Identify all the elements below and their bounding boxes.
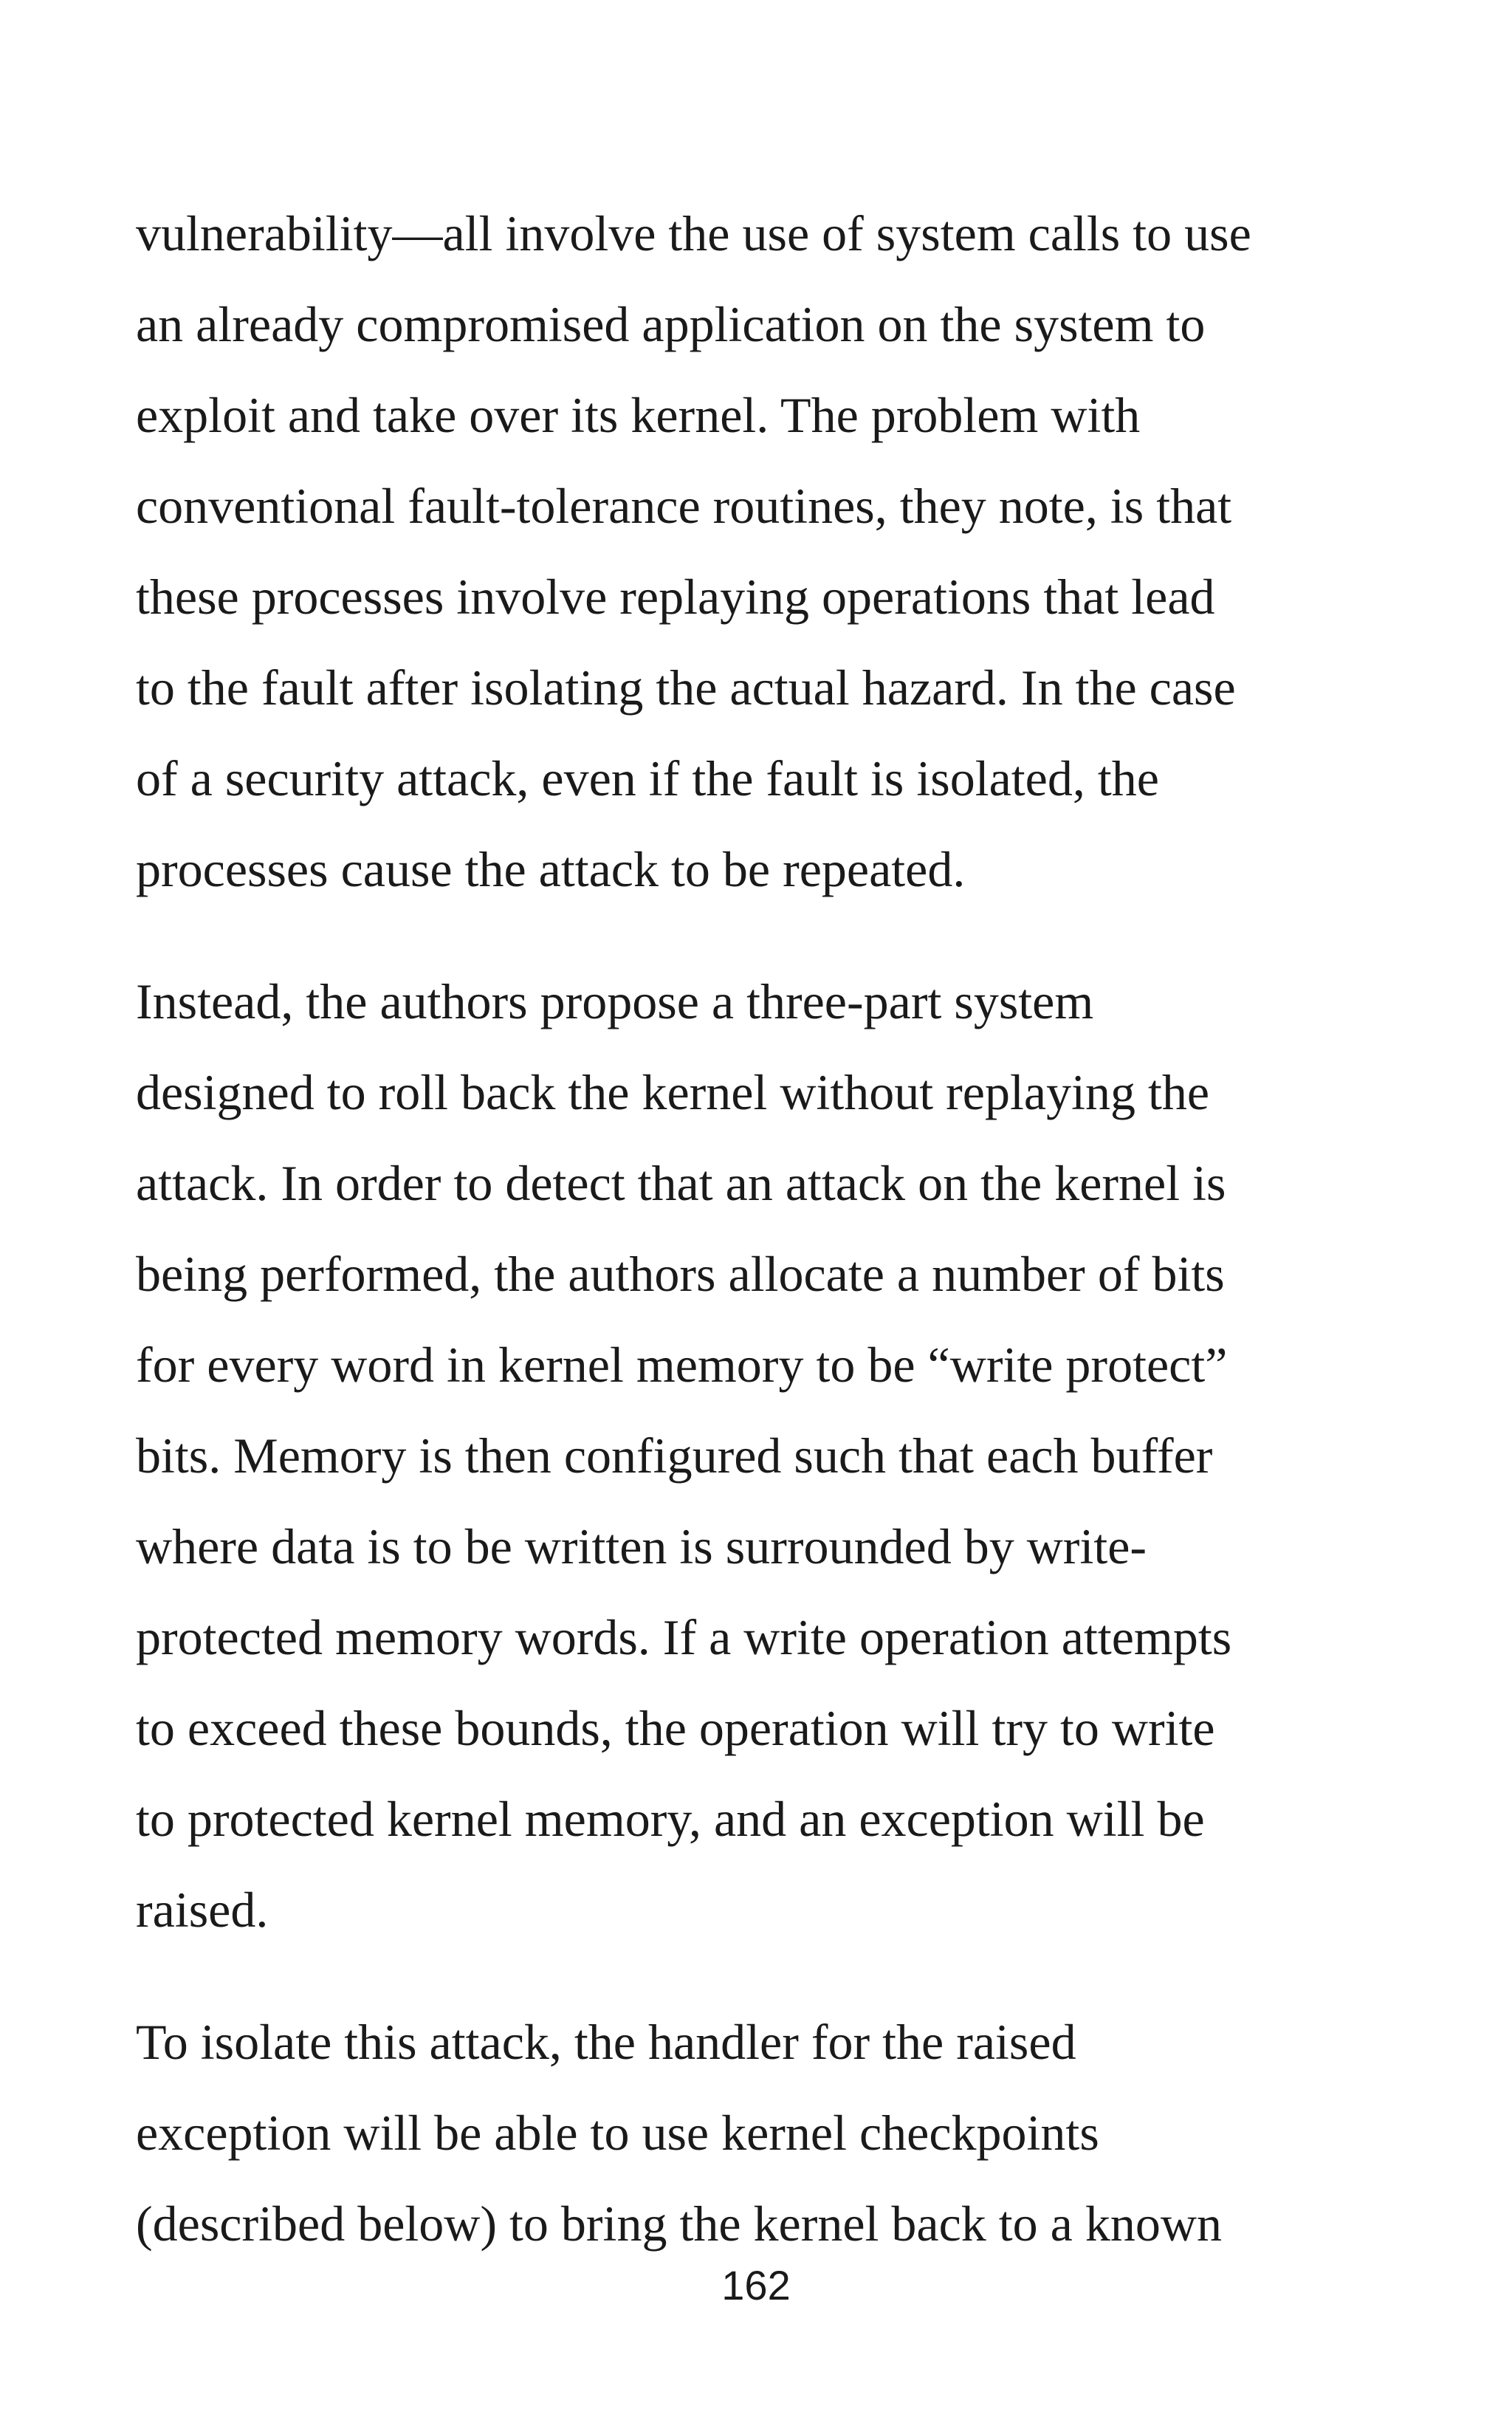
text-line: processes cause the attack to be repeated. [136, 841, 966, 897]
text-line: to the fault after isolating the actual hazard. In the case [136, 659, 1236, 716]
text-line: designed to roll back the kernel without replaying the [136, 1064, 1210, 1120]
text-line: protected memory words. If a write operation attempts [136, 1609, 1232, 1665]
text-line: bits. Memory is then configured such that each buffer [136, 1427, 1213, 1484]
text-line: (described below) to bring the kernel back to a known [136, 2196, 1222, 2252]
text-line: these processes involve replaying operations that lead [136, 569, 1215, 625]
text-line: attack. In order to detect that an attack on the kernel is [136, 1155, 1226, 1211]
text-line: to exceed these bounds, the operation will try to write [136, 1700, 1215, 1756]
paragraph-1 [136, 188, 1376, 915]
text-line: raised. [136, 1882, 269, 1938]
paragraph-3 [136, 1997, 1376, 2269]
text-line: Instead, the authors propose a three-part system [136, 973, 1094, 1029]
text-line: an already compromised application on the system to [136, 296, 1206, 352]
text-line: To isolate this attack, the handler for the raised [136, 2014, 1076, 2070]
text-line: vulnerability—all involve the use of system calls to use [136, 205, 1251, 261]
text-line: for every word in kernel memory to be “write protect” [136, 1337, 1228, 1393]
text-line: being performed, the authors allocate a number of bits [136, 1246, 1225, 1302]
text-line: exception will be able to use kernel checkpoints [136, 2105, 1099, 2161]
text-line: to protected kernel memory, and an exception will be [136, 1791, 1205, 1847]
paragraph-2 [136, 956, 1376, 1955]
page-number: 162 [721, 2262, 791, 2308]
text-line: of a security attack, even if the fault is isolated, the [136, 750, 1159, 806]
text-line: exploit and take over its kernel. The problem with [136, 387, 1141, 443]
text-line: where data is to be written is surrounded by write- [136, 1518, 1147, 1574]
body-text [136, 188, 1376, 2269]
text-line: conventional fault-tolerance routines, they note, is that [136, 478, 1232, 534]
